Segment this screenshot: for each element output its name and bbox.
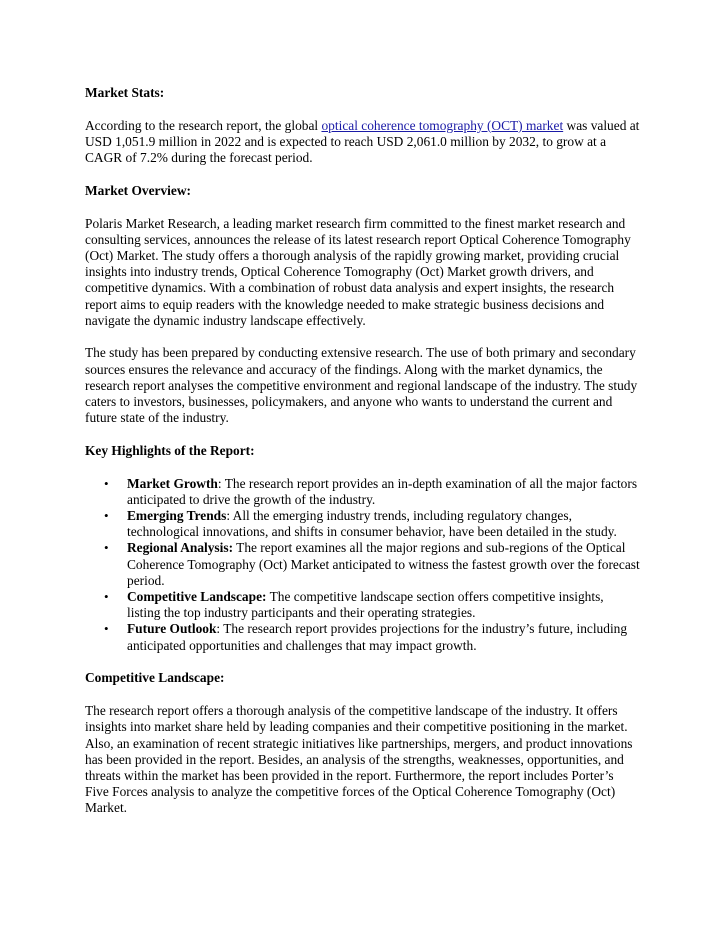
highlight-term: Competitive Landscape: [127,589,267,605]
key-highlights-list [85,476,640,654]
list-item [85,589,640,621]
document-content [85,85,640,817]
highlight-term: Future Outlook [127,621,217,637]
bullet-icon: • [104,621,109,637]
list-item [85,476,640,508]
paragraph-competitive-landscape: The research report offers a thorough analysis of the competitive landscape of the industry. It offers insights into market share held by leading companies and their competitive positioning in the market. Also, an examination of recent strategic initiatives like partnerships, mergers, and product innovations has been provided in the report. Besides, an analysis of the strengths, weaknesses, opportunities, and threats within the market has been provided in the report. Furthermore, the report includes Porter’s Five Forces analysis to analyze the competitive forces of the Optical Coherence Tomography (Oct) Market. [85,703,633,816]
heading-key-highlights: Key Highlights of the Report: [85,442,255,458]
highlight-term: Market Growth [127,475,218,491]
list-item [85,540,640,589]
highlight-text: : The research report provides projections for the industry’s future, including anticipated opportunities and challenges that may impact growth. [127,621,628,653]
highlight-text: The report examines all the major regions and sub-regions of the Optical Coherence Tomography (Oct) Market anticipated to witness the fastest growth over the forecast period. [127,540,640,588]
bullet-icon: • [104,589,109,605]
oct-market-link[interactable]: optical coherence tomography (OCT) market [321,117,564,133]
highlight-text: The competitive landscape section offers competitive insights, listing the top industry participants and their operating strategies. [127,589,604,621]
bullet-icon: • [104,475,109,491]
market-stats-text-before: According to the research report, the global [85,117,322,133]
heading-market-overview: Market Overview: [85,182,191,198]
bullet-icon: • [104,508,109,524]
highlight-text: : The research report provides an in-depth examination of all the major factors anticipated to drive the growth of the industry. [127,475,638,507]
paragraph-market-overview-2: The study has been prepared by conducting extensive research. The use of both primary and secondary sources ensures the relevance and accuracy of the findings. Along with the market dynamics, the research report analyses the competitive environment and regional landscape of the industry. The study caters to investors, businesses, policymakers, and anyone who wants to understand the current and future state of the industry. [85,345,638,426]
heading-market-stats: Market Stats: [85,85,165,100]
bullet-icon: • [104,540,109,556]
highlight-term: Emerging Trends [127,508,227,524]
paragraph-market-stats [85,118,640,167]
highlight-text: : All the emerging industry trends, including regulatory changes, technological innovations, and shifts in consumer behavior, have been detailed in the study. [127,508,617,540]
market-stats-text-after: was valued at USD 1,051.9 million in 2022 and is expected to reach USD 2,061.0 million by 2032, to grow at a CAGR of 7.2% during the forecast period. [85,117,640,166]
list-item [85,621,640,653]
paragraph-market-overview-1: Polaris Market Research, a leading market research firm committed to the finest market research and consulting services, announces the release of its latest research report Optical Coherence Tomography (Oct) Market. The study offers a thorough analysis of the rapidly growing market, providing crucial insights into industry trends, Optical Coherence Tomography (Oct) Market growth drivers, and competitive dynamics. With a combination of robust data analysis and expert insights, the research report aims to equip readers with the knowledge needed to make strategic business decisions and navigate the dynamic industry landscape effectively. [85,215,631,328]
heading-competitive-landscape: Competitive Landscape: [85,670,225,686]
list-item [85,508,640,540]
highlight-term: Regional Analysis: [127,540,234,556]
